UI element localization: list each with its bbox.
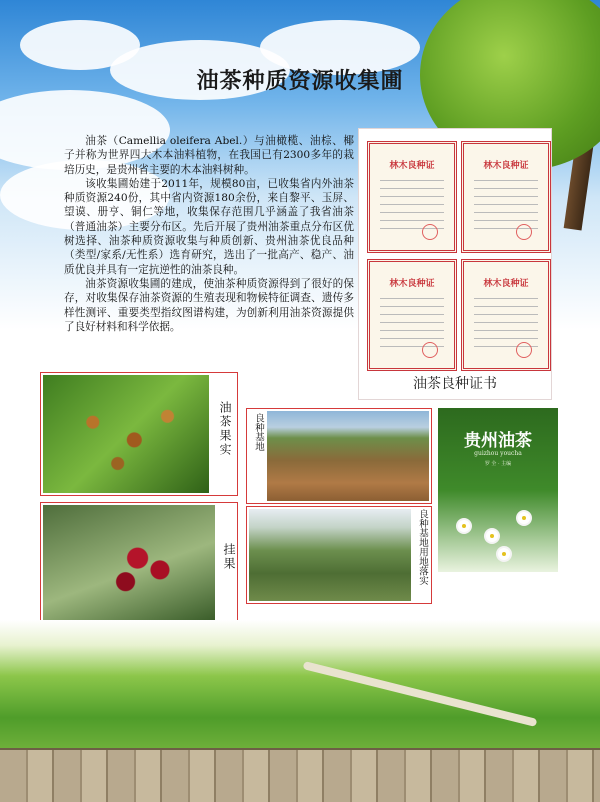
certificate-text-lines [380,180,444,230]
certificate-text-lines [380,298,444,348]
seal-icon [516,224,532,240]
photo-fruit [40,372,238,496]
fruit-image [43,375,209,493]
certificate-heading: 林木良种证 [483,161,529,171]
page-title: 油茶种质资源收集圃 [196,68,404,94]
certificate [461,259,551,371]
certificate-heading: 林木良种证 [389,161,435,171]
camellia-flower-icon [518,512,530,524]
intro-text [64,134,354,334]
camellia-flower-icon [498,548,510,560]
book-subtitle: guizhou youcha [474,450,522,457]
certificate [367,141,457,253]
certificate-text-lines [474,180,538,230]
landscape-background [0,620,600,760]
certificate-text-lines [474,298,538,348]
certificate-heading: 林木良种证 [483,279,529,289]
photo-base-land [246,506,432,604]
intro-paragraph: 该收集圃始建于2011年，规模80亩，已收集省内外油茶种质资源240份，其中省内资源180余份，来自黎平、玉屏、望谟、册亨、铜仁等地，收集保存范围几乎涵盖了我省油茶（普通油茶）主要分布区。先后开展了贵州油茶重点分布区优树选择、油茶种质资源收集与种质创新、贵州油茶优良品种（类型/家系/无性系）选育研究，选出了一批高产、稳产、油质优良并具有一定抗逆性的油茶良种。 [64,177,354,276]
certificate [461,141,551,253]
photo-caption: 良种基地用地落实 [417,509,428,585]
photo-caption: 油茶果实 [218,401,232,457]
photo-base [246,408,432,504]
intro-paragraph: 油茶资源收集圃的建成，使油茶种质资源得到了很好的保存，对收集保存油茶资源的生殖表现和物候特征调查、遗传多样性测评、重要类型指纹图谱构建，为创新利用油茶资源提供了良好材料和科学依据。 [64,277,354,333]
certificate-caption: 油茶良种证书 [413,376,497,392]
hanging-fruit-image [43,505,215,623]
book-author: 罗 全 · 主编 [484,461,512,467]
base-image [267,411,429,501]
certificate [367,259,457,371]
certificate-panel [358,128,552,400]
camellia-flower-icon [486,530,498,542]
seal-icon [516,342,532,358]
camellia-flower-icon [458,520,470,532]
photo-caption: 良种基地 [253,413,264,451]
base-land-image [249,509,411,601]
photo-caption: 挂果 [222,543,236,571]
seal-icon [422,224,438,240]
photo-hanging [40,502,238,626]
intro-paragraph: 油茶（Camellia oleifera Abel.）与油橄榄、油棕、椰子并称为世界四大木本油料植物，在我国已有2300多年的栽培历史，是贵州省主要的木本油料树种。 [64,135,354,176]
seal-icon [422,342,438,358]
book-cover [438,408,558,572]
stone-wall [0,748,600,802]
certificate-heading: 林木良种证 [389,279,435,289]
book-title: 贵州油茶 [464,431,532,451]
